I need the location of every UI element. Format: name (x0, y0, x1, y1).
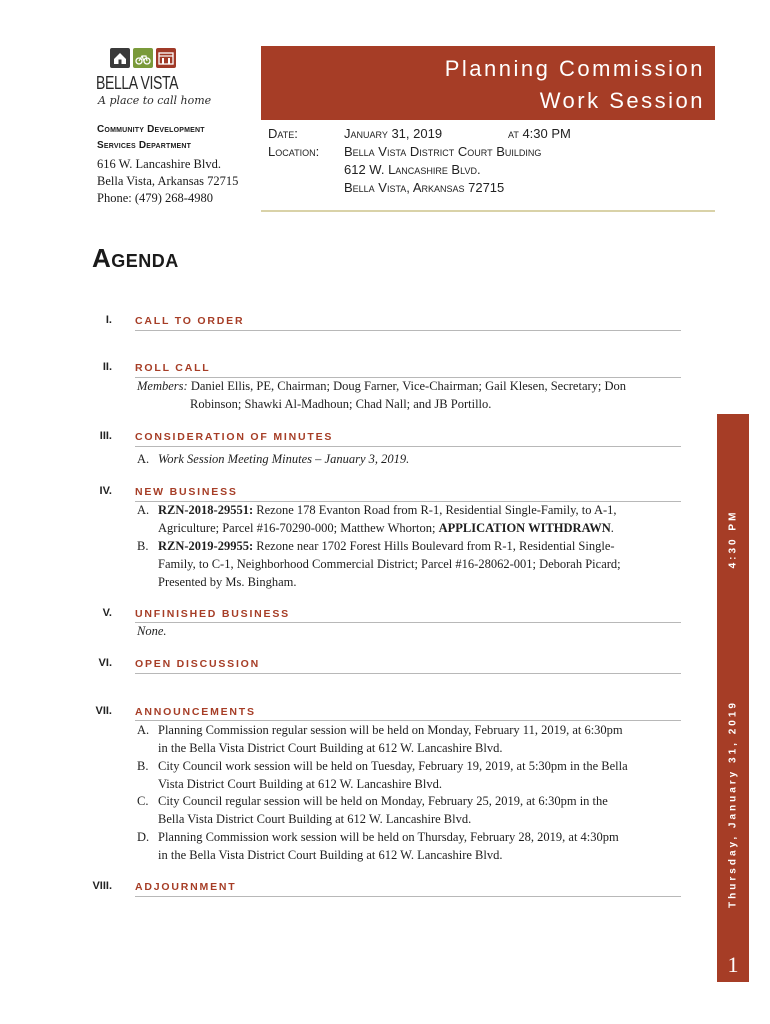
section-title-adjournment: ADJOURNMENT (135, 881, 237, 893)
page-number: 1 (727, 952, 739, 977)
announcement-c-line1: City Council regular session will be held on Monday, February 25, 2019, at 6:30pm in the (158, 794, 608, 808)
new-business-b-line3: Presented by Ms. Bingham. (158, 575, 297, 589)
section-rule (135, 446, 681, 447)
location-line3: Bella Vista, Arkansas 72715 (344, 180, 505, 195)
new-business-b-line1: RZN-2019-29955: Rezone near 1702 Forest Hills Boulevard from R-1, Residential Single- (158, 539, 615, 553)
logo-wordmark: BELLA VISTA (96, 73, 179, 93)
section-title-new-business: NEW BUSINESS (135, 486, 238, 498)
department-address2: Bella Vista, Arkansas 72715 (97, 174, 239, 188)
section-number: VII. (95, 705, 112, 717)
house-icon (110, 48, 130, 68)
section-rule (135, 330, 681, 331)
department-block (97, 122, 262, 207)
item-letter: B. (137, 539, 149, 553)
section-title-roll-call: ROLL CALL (135, 362, 211, 374)
members-line1: Members: Daniel Ellis, PE, Chairman; Doug Farner, Vice-Chairman; Gail Klesen, Secretary; Don (137, 379, 627, 393)
announcement-b-line1: City Council work session will be held on Tuesday, February 19, 2019, at 5:30pm in the Bella (158, 759, 628, 773)
department-name-line1: Community Development (97, 124, 205, 135)
item-letter: C. (137, 794, 149, 808)
item-letter: A. (137, 723, 150, 737)
document-title-line1: Planning Commission (444, 56, 705, 81)
unfinished-note: None. (137, 624, 167, 638)
section-rule (135, 720, 681, 721)
announcement-d-line1: Planning Commission work session will be held on Thursday, February 28, 2019, at 4:30pm (158, 830, 619, 844)
section-rule (135, 896, 681, 897)
section-rule (135, 622, 681, 623)
announcement-a-line2: in the Bella Vista District Court Building at 612 W. Lancashire Blvd. (158, 741, 503, 755)
section-title-consideration-of-minutes: CONSIDERATION OF MINUTES (135, 431, 334, 443)
sidebar-time: 4:30 PM (727, 509, 739, 569)
section-number: II. (102, 361, 112, 373)
meeting-time: at 4:30 PM (508, 126, 571, 141)
item-letter: A. (137, 503, 150, 517)
members-line2: Robinson; Shawki Al-Madhoun; Chad Nall; and JB Portillo. (190, 397, 492, 411)
section-title-call-to-order: CALL TO ORDER (135, 315, 245, 327)
department-name-line2: Services Department (97, 140, 192, 151)
bella-vista-logo (96, 44, 212, 114)
agenda-heading: Agenda (92, 243, 179, 273)
bicycle-icon (133, 48, 153, 68)
department-address1: 616 W. Lancashire Blvd. (97, 157, 221, 171)
section-title-announcements: ANNOUNCEMENTS (135, 706, 256, 718)
section-number: I. (105, 314, 112, 326)
item-letter: D. (137, 830, 150, 844)
item-letter: A. (137, 452, 150, 466)
header-divider (261, 210, 715, 212)
title-banner (261, 46, 715, 120)
date-label: Date: (268, 126, 298, 141)
location-line2: 612 W. Lancashire Blvd. (344, 162, 481, 177)
section-number: III. (99, 430, 112, 442)
location-label: Location: (268, 144, 320, 159)
section-title-open-discussion: OPEN DISCUSSION (135, 658, 261, 670)
section-number: V. (102, 607, 112, 619)
minutes-item: Work Session Meeting Minutes – January 3, 2019. (158, 452, 410, 466)
announcement-d-line2: in the Bella Vista District Court Building at 612 W. Lancashire Blvd. (158, 848, 503, 862)
sidebar-date: Thursday, January 31, 2019 (727, 700, 739, 908)
new-business-b-line2: Family, to C-1, Neighborhood Commercial District; Parcel #16-28062-001; Deborah Picard; (158, 557, 621, 571)
section-rule (135, 673, 681, 674)
section-title-unfinished-business: UNFINISHED BUSINESS (135, 608, 290, 620)
section-number: VIII. (92, 880, 112, 892)
section-number: IV. (99, 485, 112, 497)
document-title-line2: Work Session (539, 88, 705, 113)
section-number: VI. (98, 657, 112, 669)
building-icon (156, 48, 176, 68)
side-bar (717, 414, 749, 982)
announcement-a-line1: Planning Commission regular session will be held on Monday, February 11, 2019, at 6:30pm (158, 723, 623, 737)
department-phone: Phone: (479) 268-4980 (97, 191, 213, 205)
item-letter: B. (137, 759, 149, 773)
logo-tagline: A place to call home (98, 94, 212, 107)
announcement-b-line2: Vista District Court Building at 612 W. Lancashire Blvd. (158, 777, 442, 791)
meeting-date: January 31, 2019 (344, 126, 443, 141)
withdrawn-status: APPLICATION WITHDRAWN (438, 521, 611, 535)
new-business-a-line1: RZN-2018-29551: Rezone 178 Evanton Road from R-1, Residential Single-Family, to A-1, (158, 503, 617, 517)
location-line1: Bella Vista District Court Building (344, 144, 542, 159)
announcement-c-line2: Bella Vista District Court Building at 612 W. Lancashire Blvd. (158, 812, 472, 826)
new-business-a-line2: Agriculture; Parcel #16-70290-000; Matthew Whorton; APPLICATION WITHDRAWN. (158, 521, 614, 535)
